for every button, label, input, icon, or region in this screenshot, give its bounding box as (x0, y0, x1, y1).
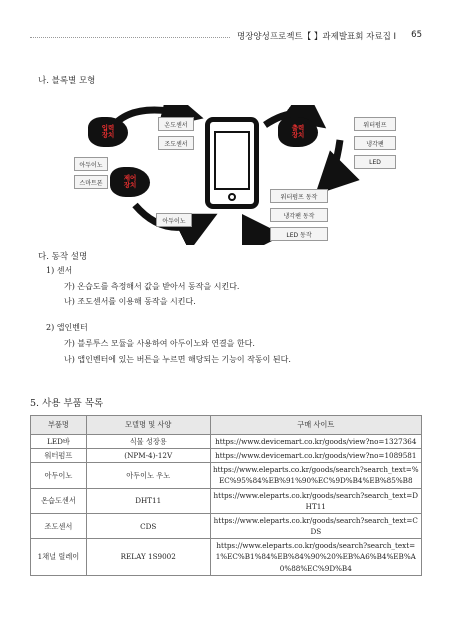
smartphone-home-button (228, 193, 236, 201)
purchase-link[interactable]: https://www.devicemart.co.kr/goods/view?no=1327364 (210, 435, 421, 449)
purchase-link[interactable]: https://www.eleparts.co.kr/goods/search?search_text=%EC%95%84%EB%91%90%EC%9D%B4%EB%85%B8 (210, 463, 421, 488)
section-operation-title: 다. 동작 설명 (38, 252, 88, 262)
section-block-model-title: 나. 블록별 모형 (38, 76, 96, 86)
part-model: DHT11 (86, 488, 210, 513)
part-name: LED바 (31, 435, 87, 449)
control-device-label: 제어 장치 (110, 167, 150, 197)
output-box-cooling-fan: 냉각팬 (354, 136, 396, 150)
purchase-link[interactable]: https://www.devicemart.co.kr/goods/view?no=1089581 (210, 449, 421, 463)
part-model: RELAY 1S9002 (86, 539, 210, 575)
part-name: 1채널 릴레이 (31, 539, 87, 575)
purchase-link[interactable]: https://www.eleparts.co.kr/goods/search?search_text=1%EC%B1%84%EB%84%90%20%EB%A6%B4%EB%A0%88%EC%9D%B4 (210, 539, 421, 575)
page-number: 65 (411, 30, 422, 40)
item-sensor-a: 가) 온습도를 측정해서 값을 받아서 동작을 시킨다. (64, 282, 240, 291)
column-header-purchase-site: 구매 사이트 (210, 416, 421, 435)
item-appinventor-a: 가) 블루투스 모듈을 사용하여 아두이노와 연결을 한다. (64, 339, 255, 348)
column-header-part-name: 부품명 (31, 416, 87, 435)
table-row (31, 539, 422, 575)
part-model: 아두이노 우노 (86, 463, 210, 488)
section-parts-list-title: 5. 사용 부품 목록 (30, 398, 104, 409)
table-row (31, 435, 422, 449)
input-device-label: 입력 장치 (88, 117, 128, 147)
item-appinventor-heading: 2) 앱인벤터 (46, 323, 88, 332)
action-box-led: LED 동작 (270, 227, 328, 241)
page-header (30, 30, 422, 44)
output-box-led: LED (354, 155, 396, 169)
part-name: 조도센서 (31, 513, 87, 538)
part-name: 온습도센서 (31, 488, 87, 513)
purchase-link[interactable]: https://www.eleparts.co.kr/goods/search?search_text=DHT11 (210, 488, 421, 513)
smartphone-screen (214, 131, 250, 190)
item-sensor-b: 나) 조도센서를 이용해 동작을 시킨다. (64, 297, 196, 306)
action-box-water-pump: 워터펌프 동작 (270, 189, 328, 203)
table-row (31, 449, 422, 463)
output-device-label: 출력 장치 (278, 117, 318, 147)
header-dotted-rule (30, 37, 230, 38)
table-row (31, 488, 422, 513)
part-model: (NPM-4)-12V (86, 449, 210, 463)
action-box-cooling-fan: 냉각팬 동작 (270, 208, 328, 222)
parts-table (30, 415, 422, 576)
sensor-box-temperature: 온도센서 (158, 117, 194, 131)
part-name: 워터펌프 (31, 449, 87, 463)
arrow-output-to-actions (325, 140, 340, 185)
table-header-row (31, 416, 422, 435)
part-name: 아두이노 (31, 463, 87, 488)
output-box-water-pump: 워터펌프 (354, 117, 396, 131)
item-sensor-heading: 1) 센서 (46, 266, 73, 275)
block-diagram (70, 105, 400, 245)
smartphone-icon (205, 117, 259, 209)
item-appinventor-b: 나) 앱인벤터에 있는 버튼을 누르면 해당되는 기능이 작동이 된다. (64, 355, 291, 364)
arduino-box: 아두이노 (156, 213, 192, 227)
purchase-link[interactable]: https://www.eleparts.co.kr/goods/search?search_text=CDS (210, 513, 421, 538)
header-title: 명장양성프로젝트【 】과제발표회 자료집 Ⅰ (237, 32, 396, 42)
table-row (31, 463, 422, 488)
input-box-arduino: 아두이노 (74, 157, 108, 171)
part-model: 식물 성장용 (86, 435, 210, 449)
column-header-model: 모델명 및 사양 (86, 416, 210, 435)
table-row (31, 513, 422, 538)
sensor-box-light: 조도센서 (158, 136, 194, 150)
input-box-smartphone: 스마트폰 (74, 175, 108, 189)
part-model: CDS (86, 513, 210, 538)
